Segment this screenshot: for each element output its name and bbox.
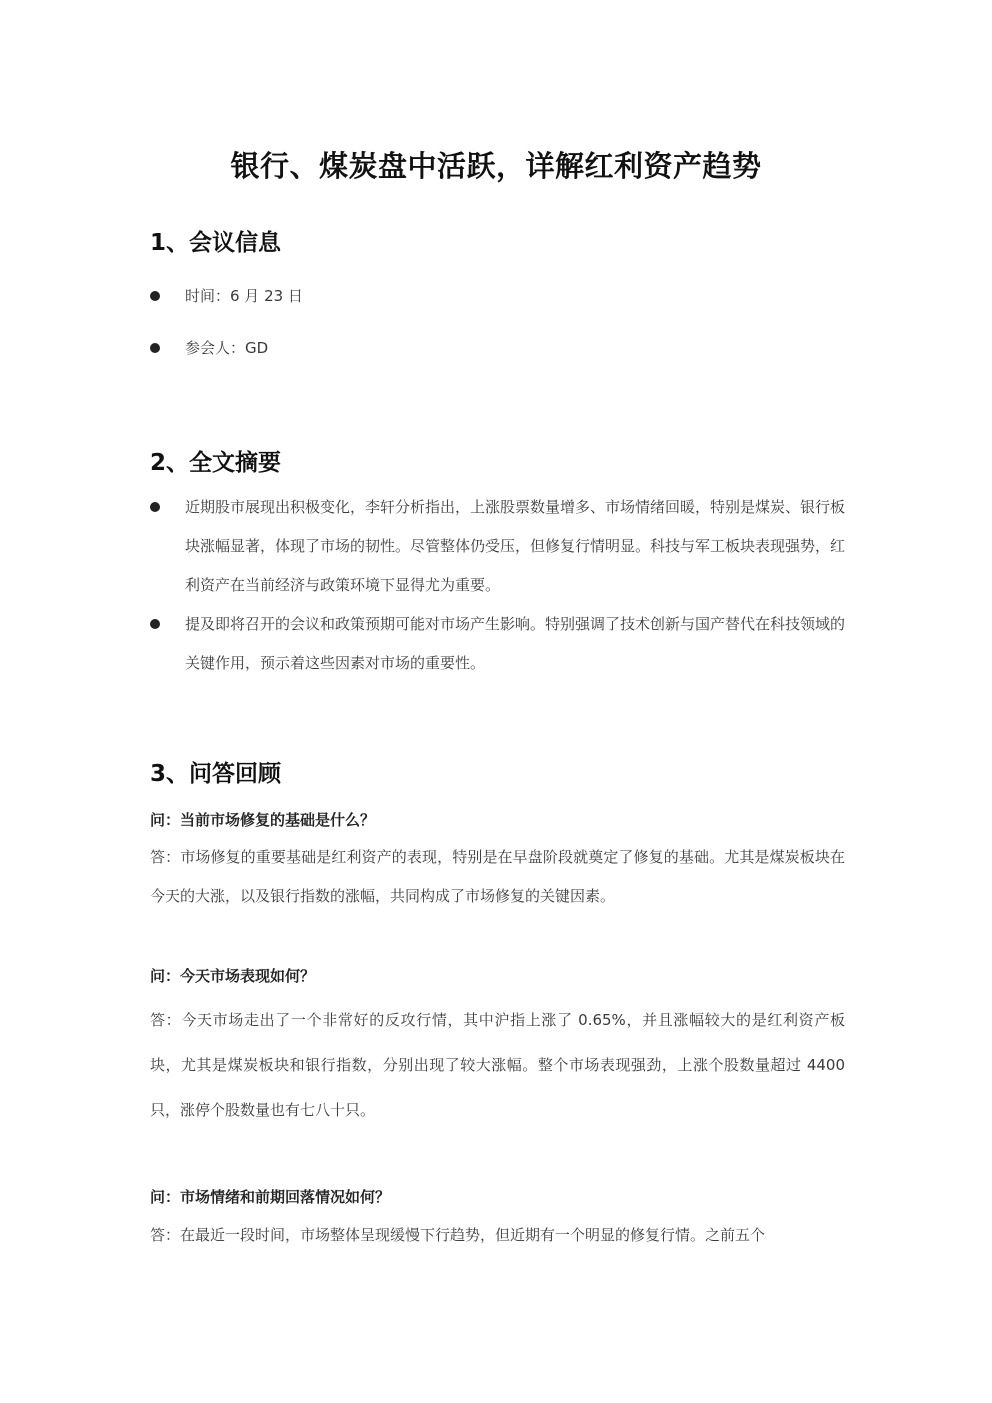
section-heading-qa: 3、问答回顾 [150, 761, 282, 787]
section-heading-summary: 2、全文摘要 [150, 450, 282, 476]
summary-list [150, 488, 845, 683]
qa-answer: 答：今天市场走出了一个非常好的反攻行情，其中沪指上涨了 0.65%，并且涨幅较大的是红利资产板块，尤其是煤炭板块和银行指数，分别出现了较大涨幅。整个市场表现强劲，上涨个股数量超过 4400 只，涨停个股数量也有七八十只。 [150, 1011, 845, 1119]
meeting-time-text: 时间：6 月 23 日 [185, 287, 303, 305]
qa-question: 问：当前市场修复的基础是什么？ [150, 811, 376, 829]
bullet-icon [150, 343, 160, 353]
qa-question: 问：市场情绪和前期回落情况如何？ [150, 1188, 391, 1206]
qa-question: 问：今天市场表现如何？ [150, 967, 316, 985]
meeting-attendee-item [150, 338, 850, 358]
bullet-icon [150, 619, 160, 629]
bullet-icon [150, 291, 160, 301]
meeting-time-item [150, 286, 850, 306]
summary-item-text: 提及即将召开的会议和政策预期可能对市场产生影响。特别强调了技术创新与国产替代在科技领域的关键作用，预示着这些因素对市场的重要性。 [185, 615, 846, 672]
document-title: 银行、煤炭盘中活跃，详解红利资产趋势 [230, 149, 762, 183]
meeting-attendee-text: 参会人：GD [185, 339, 269, 357]
bullet-icon [150, 502, 160, 512]
summary-item-text: 近期股市展现出积极变化，李轩分析指出，上涨股票数量增多、市场情绪回暖，特别是煤炭、银行板块涨幅显著，体现了市场的韧性。尽管整体仍受压，但修复行情明显。科技与军工板块表现强势，红利资产在当前经济与政策环境下显得尤为重要。 [185, 498, 846, 594]
section-heading-meeting-info: 1、会议信息 [150, 230, 282, 256]
summary-item [150, 605, 845, 683]
qa-answer: 答：市场修复的重要基础是红利资产的表现，特别是在早盘阶段就奠定了修复的基础。尤其是煤炭板块在今天的大涨，以及银行指数的涨幅，共同构成了市场修复的关键因素。 [150, 848, 845, 905]
summary-item [150, 488, 845, 605]
qa-answer: 答：在最近一段时间，市场整体呈现缓慢下行趋势，但近期有一个明显的修复行情。之前五个 [150, 1226, 766, 1244]
